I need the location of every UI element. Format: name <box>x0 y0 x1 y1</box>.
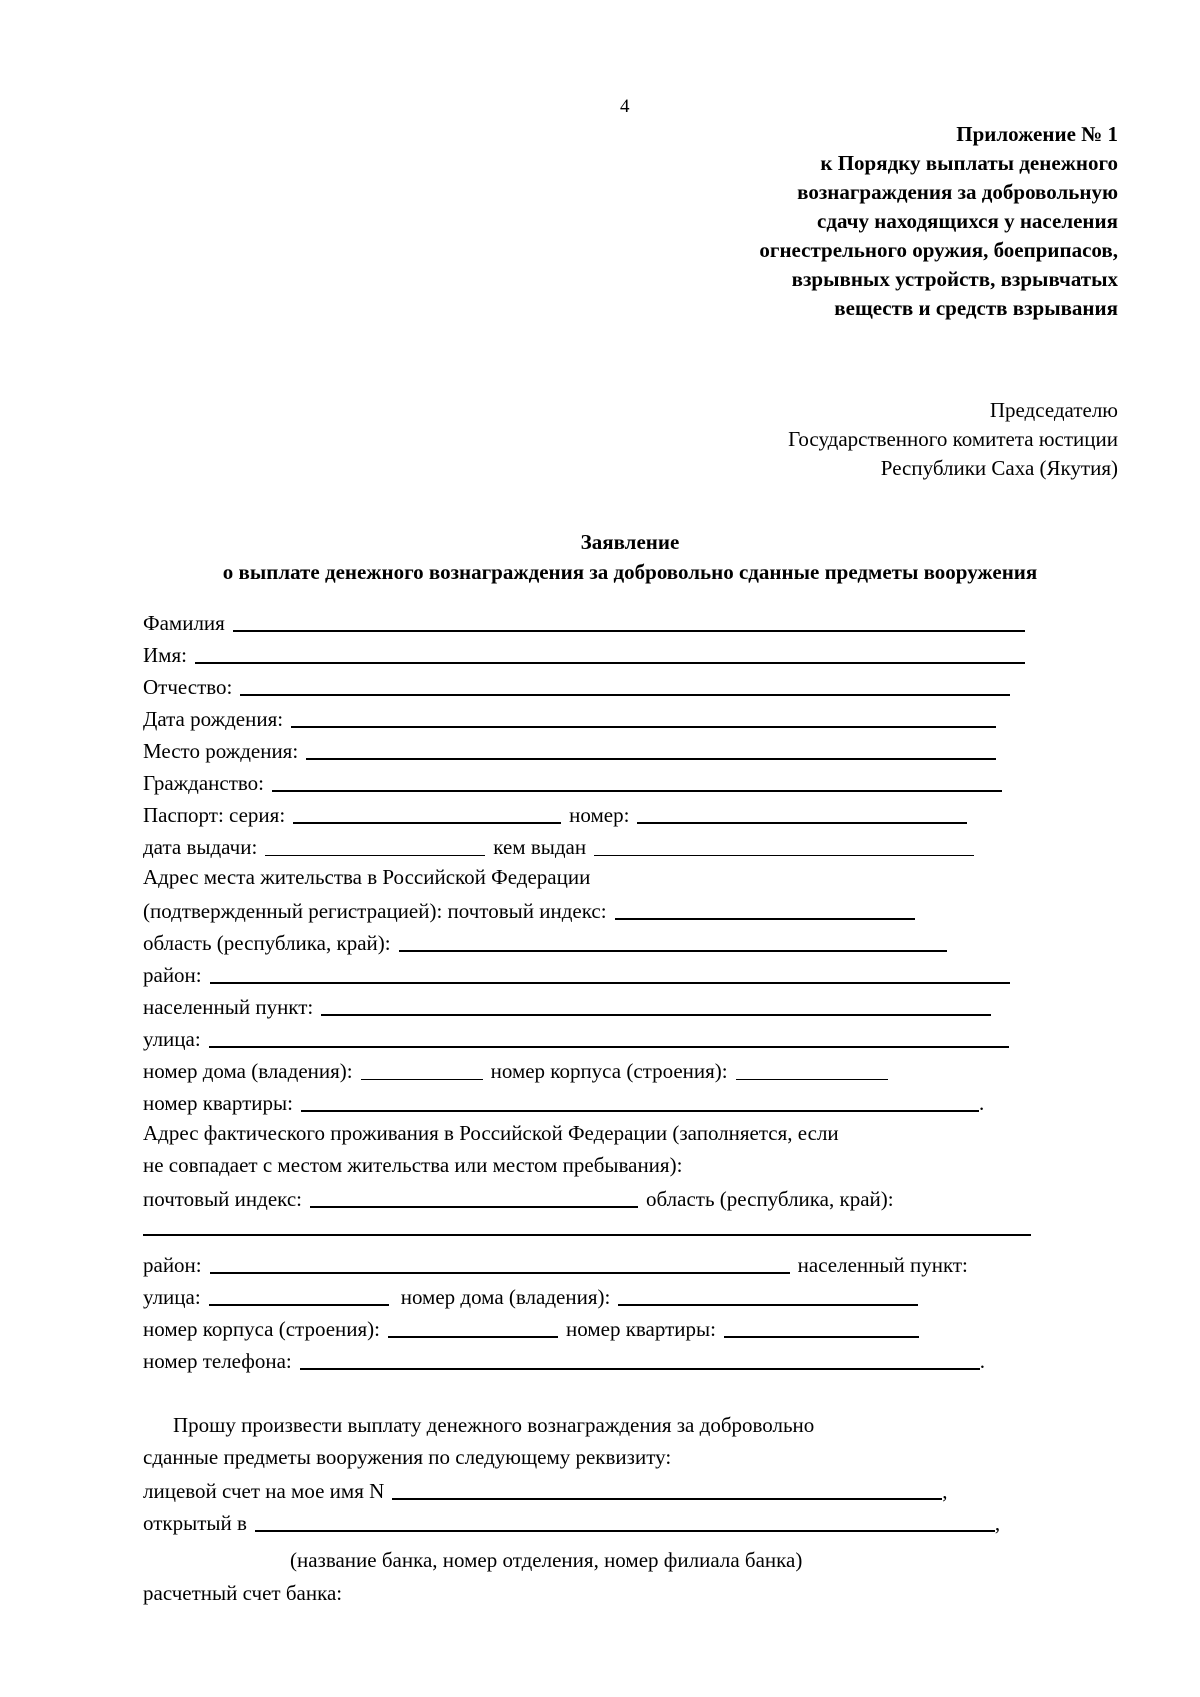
street-field[interactable] <box>209 1026 1009 1048</box>
addressee-block <box>618 396 1118 483</box>
birth-place-label: Место рождения: <box>143 739 299 763</box>
bank-caption: (название банка, номер отделения, номер филиала банка) <box>290 1548 803 1572</box>
appendix-line: к Порядку выплаты денежного <box>820 151 1118 175</box>
district2-label: район: <box>143 1253 202 1277</box>
apartment-label: номер квартиры: <box>143 1091 293 1115</box>
house-row <box>143 1054 1043 1084</box>
apartment-field[interactable] <box>301 1090 979 1112</box>
opened-in-row <box>143 1506 1043 1536</box>
house-field[interactable] <box>361 1059 483 1080</box>
addressee-line: Республики Саха (Якутия) <box>880 456 1118 480</box>
residence-index-label: (подтвержденный регистрацией): почтовый индекс: <box>143 899 607 923</box>
surname-row <box>143 606 1043 636</box>
phone-label: номер телефона: <box>143 1349 292 1373</box>
patronymic-row <box>143 670 1043 700</box>
street-label: улица: <box>143 1027 201 1051</box>
settlement-account-label: расчетный счет банка: <box>143 1581 343 1605</box>
district2-row <box>143 1248 1043 1278</box>
request-line-2: сданные предметы вооружения по следующему реквизиту: <box>143 1445 672 1469</box>
passport-number-field[interactable] <box>637 802 967 824</box>
phone-period: . <box>979 1349 986 1373</box>
passport-number-label: номер: <box>569 803 630 827</box>
apartment2-field[interactable] <box>724 1316 919 1338</box>
postal-index-row <box>143 1182 1043 1212</box>
birth-date-row <box>143 702 1043 732</box>
apartment2-label: номер квартиры: <box>566 1317 716 1341</box>
appendix-line: вознаграждения за добровольную <box>797 180 1118 204</box>
addressee-line: Государственного комитета юстиции <box>788 427 1118 451</box>
name-field[interactable] <box>195 642 1025 664</box>
appendix-line: огнестрельного оружия, боеприпасов, <box>759 238 1118 262</box>
house-label: номер дома (владения): <box>143 1059 353 1083</box>
district-label: район: <box>143 963 202 987</box>
birth-date-label: Дата рождения: <box>143 707 284 731</box>
bank-name-field[interactable] <box>255 1510 995 1532</box>
house2-label: номер дома (владения): <box>400 1285 611 1309</box>
appendix-line: сдачу находящихся у населения <box>817 209 1118 233</box>
locality2-label: населенный пункт: <box>797 1253 968 1277</box>
appendix-line: взрывных устройств, взрывчатых <box>791 267 1118 291</box>
postal-index-label: почтовый индекс: <box>143 1187 302 1211</box>
citizenship-row <box>143 766 1043 796</box>
street-row <box>143 1022 1043 1052</box>
citizenship-label: Гражданство: <box>143 771 264 795</box>
street2-row <box>143 1280 1043 1310</box>
apartment-row <box>143 1086 1043 1116</box>
locality-row <box>143 990 1043 1020</box>
building2-row <box>143 1312 1043 1342</box>
residence-heading: Адрес места жительства в Российской Федерации <box>143 865 591 889</box>
phone-field[interactable] <box>300 1348 980 1370</box>
region-label: область (республика, край): <box>143 931 391 955</box>
postal-index-field[interactable] <box>310 1186 638 1208</box>
issued-by-label: кем выдан <box>493 835 587 859</box>
apartment-period: . <box>978 1091 985 1115</box>
opened-in-label: открытый в <box>143 1511 247 1535</box>
actual-address-heading: Адрес фактического проживания в Российской Федерации (заполняется, если <box>143 1121 839 1145</box>
passport-row <box>143 798 1043 828</box>
district2-field[interactable] <box>210 1252 790 1274</box>
issue-date-field[interactable] <box>265 835 485 856</box>
actual-address-note: не совпадает с местом жительства или местом пребывания): <box>143 1153 683 1177</box>
phone-row <box>143 1344 1043 1374</box>
residence-index-row <box>143 894 1043 924</box>
name-label: Имя: <box>143 643 187 667</box>
passport-issue-row <box>143 830 1043 860</box>
district-row <box>143 958 1043 988</box>
account-comma: , <box>942 1479 948 1503</box>
building-field[interactable] <box>736 1059 888 1080</box>
locality-label: населенный пункт: <box>143 995 314 1019</box>
request-line-1: Прошу произвести выплату денежного вознаграждения за добровольно <box>173 1413 815 1437</box>
house2-field[interactable] <box>618 1284 918 1306</box>
patronymic-label: Отчество: <box>143 675 233 699</box>
addressee-line: Председателю <box>989 398 1118 422</box>
residence-index-field[interactable] <box>615 898 915 920</box>
birth-date-field[interactable] <box>291 706 996 728</box>
passport-series-label: Паспорт: серия: <box>143 803 286 827</box>
street2-label: улица: <box>143 1285 201 1309</box>
building2-field[interactable] <box>388 1316 558 1338</box>
opened-in-comma: , <box>994 1511 1001 1535</box>
account-row <box>143 1474 1043 1504</box>
document-subtitle: о выплате денежного вознаграждения за добровольно сданные предметы вооружения <box>222 560 1038 584</box>
region-row <box>143 926 1043 956</box>
street2-field[interactable] <box>209 1284 389 1306</box>
birth-place-row <box>143 734 1043 764</box>
document-title: Заявление <box>580 530 680 554</box>
building2-label: номер корпуса (строения): <box>143 1317 381 1341</box>
appendix-header <box>618 120 1118 323</box>
surname-label: Фамилия <box>143 611 225 635</box>
building-label: номер корпуса (строения): <box>490 1059 728 1083</box>
region2-label: область (республика, край): <box>646 1187 894 1211</box>
locality-field[interactable] <box>321 994 991 1016</box>
passport-series-field[interactable] <box>293 802 561 824</box>
issued-by-field[interactable] <box>594 835 974 856</box>
name-row <box>143 638 1043 668</box>
patronymic-field[interactable] <box>240 674 1010 696</box>
appendix-line: веществ и средств взрывания <box>834 296 1118 320</box>
birth-place-field[interactable] <box>306 738 996 760</box>
account-field[interactable] <box>392 1478 942 1500</box>
surname-field[interactable] <box>233 610 1025 632</box>
page-number: 4 <box>620 96 630 117</box>
district-field[interactable] <box>210 962 1010 984</box>
account-label: лицевой счет на мое имя N <box>143 1479 385 1503</box>
region2-field[interactable] <box>143 1234 1031 1236</box>
region-field[interactable] <box>399 930 947 952</box>
appendix-line: Приложение № 1 <box>956 122 1118 146</box>
citizenship-field[interactable] <box>272 770 1002 792</box>
issue-date-label: дата выдачи: <box>143 835 258 859</box>
